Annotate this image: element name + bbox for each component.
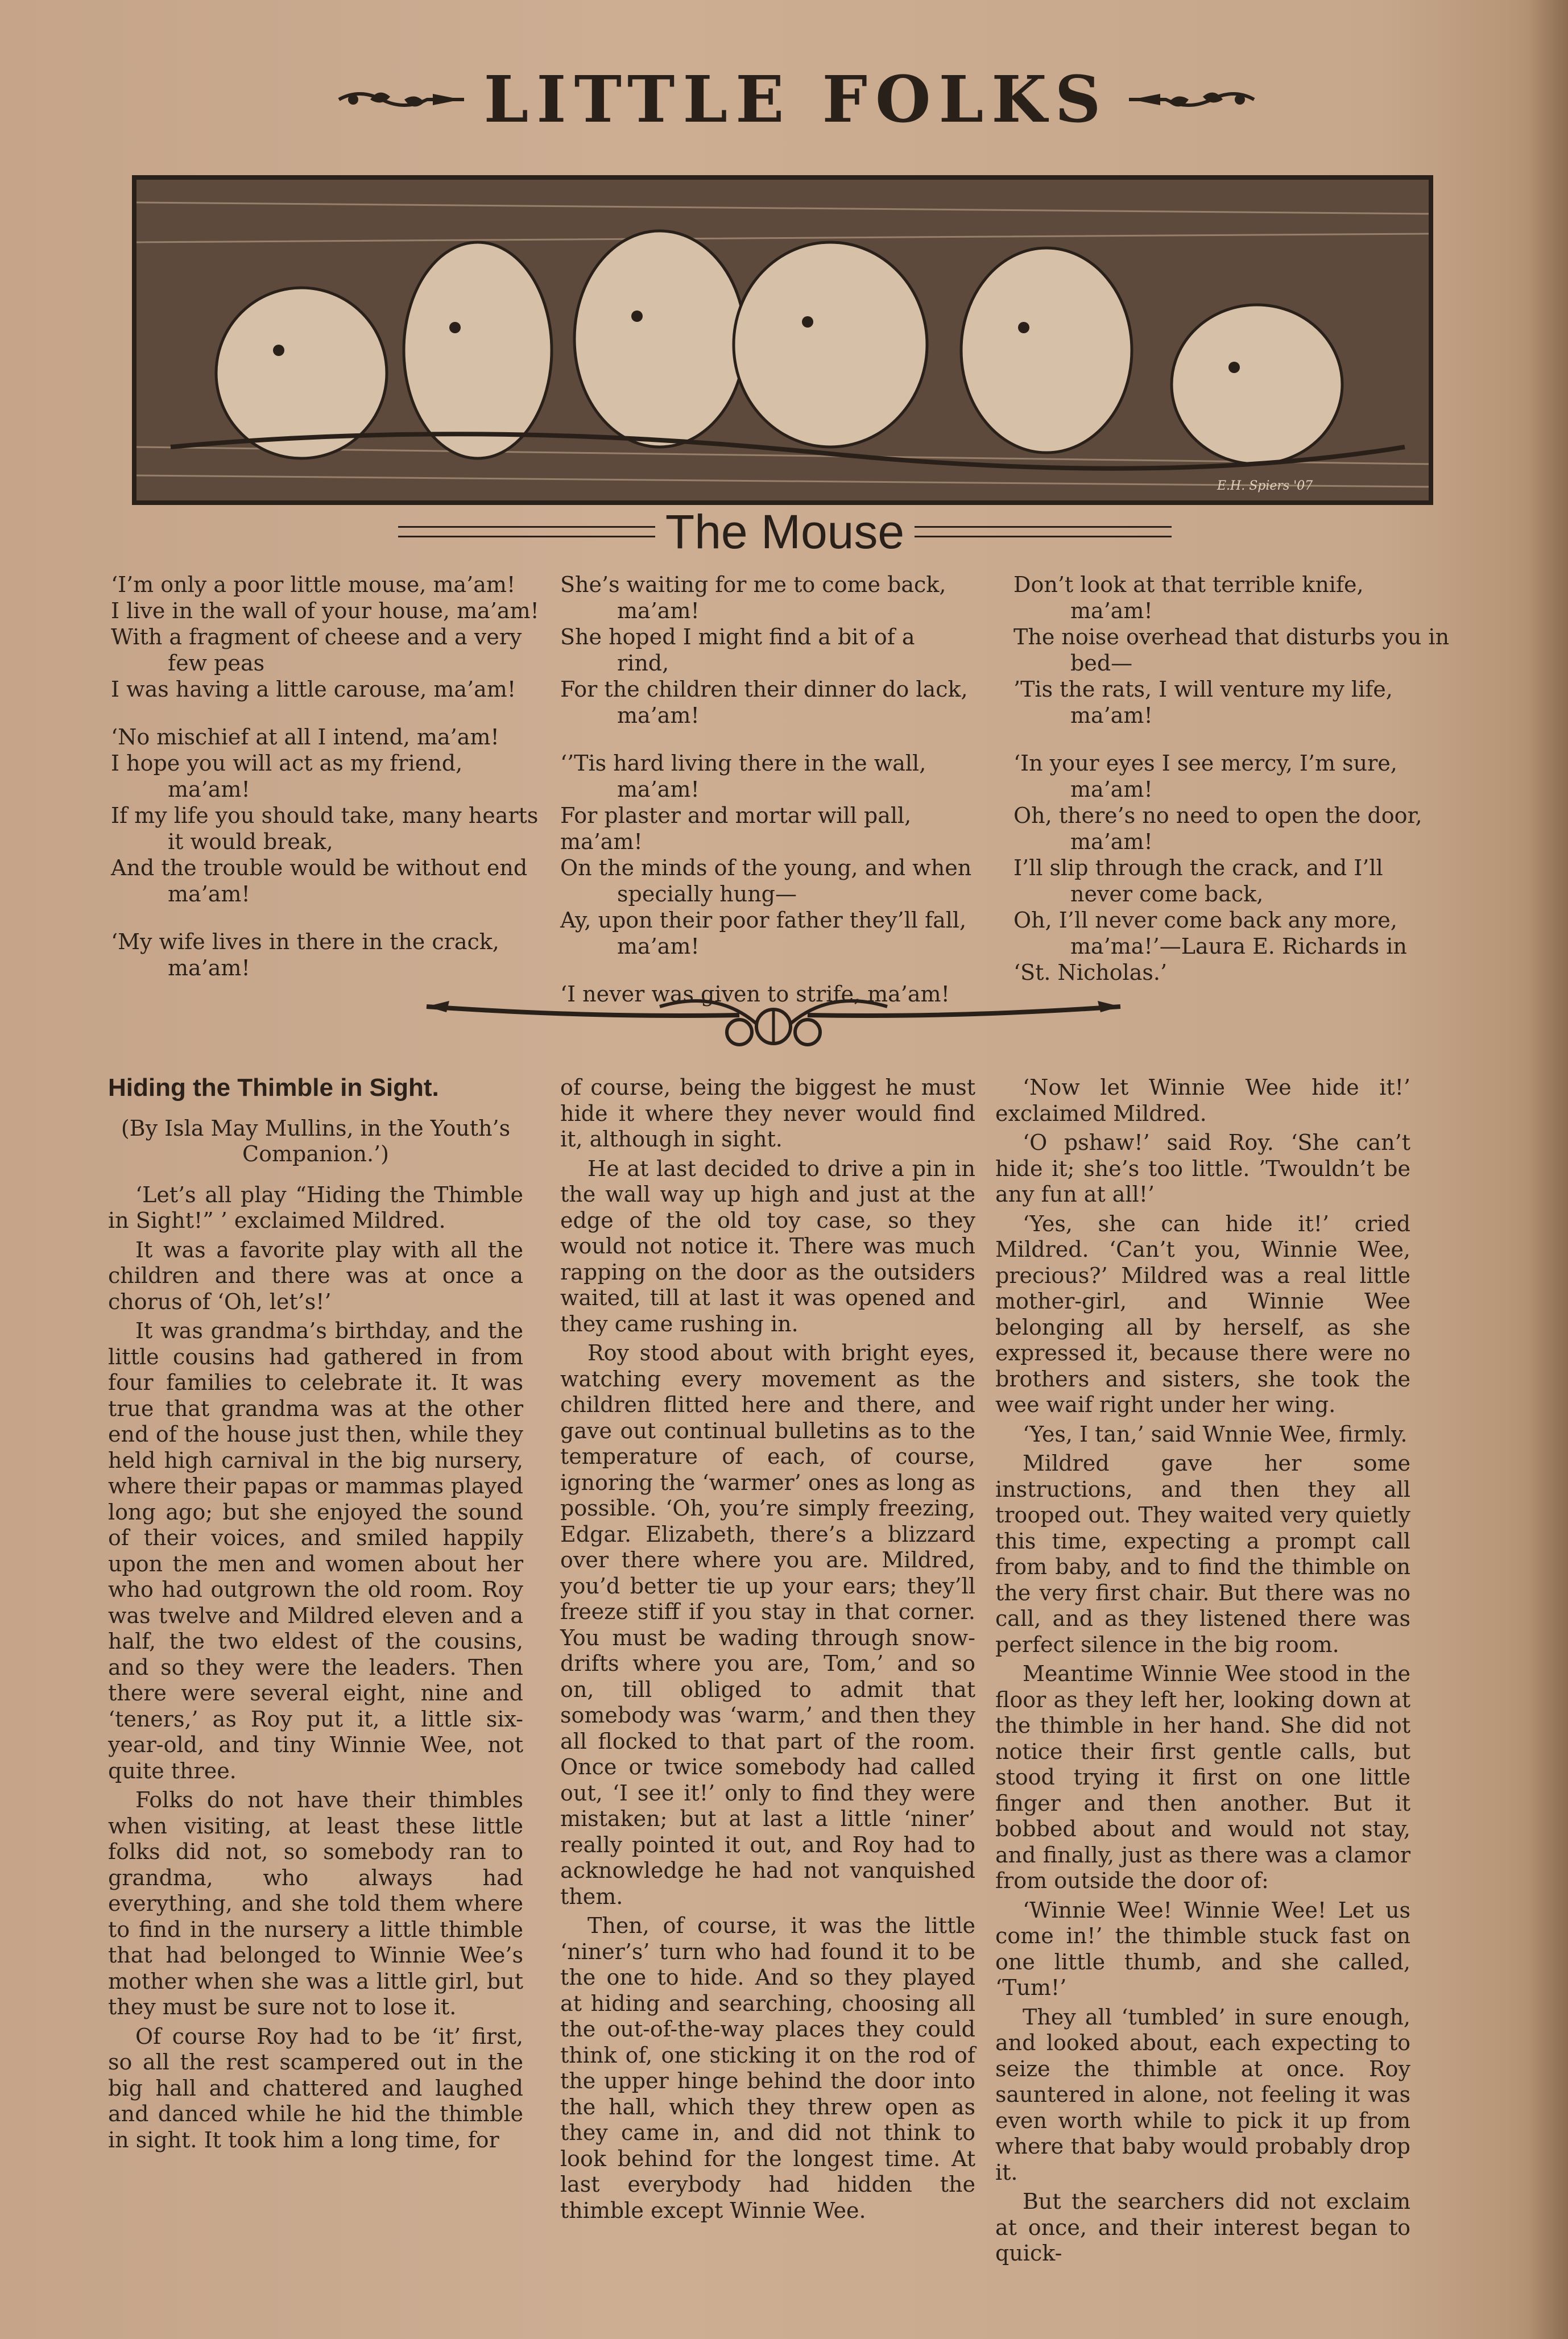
- poem-line: ‘’Tis hard living there in the wall,: [560, 751, 926, 776]
- poem-line: [111, 702, 549, 724]
- masthead: [307, 57, 1285, 142]
- poem-line: ma’ma!’—Laura E. Richards in: [1070, 934, 1407, 959]
- poem-line: ma’am!: [168, 881, 250, 906]
- poem-line: ‘In your eyes I see mercy, I’m sure,: [1013, 751, 1397, 776]
- story-byline: (By Isla May Mullins, in the Youth’s Companion.’): [121, 1115, 511, 1166]
- story-paragraph: ‘Yes, she can hide it!’ cried Mildred. ‘Can’t you, Winnie Wee, precious?’ Mildred was a real little mother-girl, and Winnie Wee belonging all by herself, as she expressed it, because there were no brothers and sisters, she took the wee waif right under her wing.: [995, 1211, 1410, 1417]
- poem-line: I live in the wall of your house, ma’am!: [111, 598, 539, 623]
- illustrator-signature: E.H. Spiers '07: [1217, 479, 1313, 493]
- poem-line: never come back,: [1070, 881, 1264, 906]
- poem-line: [1013, 728, 1451, 750]
- poem-line: I hope you will act as my friend,: [111, 751, 463, 776]
- story-title: Hiding the Thimble in Sight.: [108, 1074, 439, 1102]
- poem-line: bed—: [1070, 651, 1133, 676]
- title-rule-left: [398, 526, 655, 537]
- poem-line: few peas: [168, 651, 265, 676]
- poem-line: ‘No mischief at all I intend, ma’am!: [111, 725, 499, 750]
- section-title: LITTLE FOLKS: [483, 62, 1109, 137]
- poem-line: [111, 907, 549, 929]
- poem-line: With a fragment of cheese and a very: [111, 624, 522, 649]
- poem-line: [560, 959, 998, 981]
- poem-line: specially hung—: [617, 881, 797, 906]
- poem-line: ma’am!: [617, 598, 700, 623]
- poem-title: The Mouse: [665, 504, 905, 558]
- poem-line: ma’am!: [617, 934, 700, 959]
- poem-line: I was having a little carouse, ma’am!: [111, 677, 516, 702]
- poem-line: ma’am!: [617, 777, 700, 802]
- poem-line: ma’am!: [1070, 598, 1153, 623]
- story-paragraph: But the searchers did not exclaim at once, and their interest began to quick-: [995, 2189, 1410, 2266]
- story-paragraph: ‘Let’s all play “Hiding the Thimble in Sight!” ’ exclaimed Mildred.: [108, 1182, 523, 1233]
- poem-line: ma’am!: [1070, 829, 1153, 854]
- poem-line: [560, 728, 998, 750]
- story-paragraph: ‘Winnie Wee! Winnie Wee! Let us come in!’ the thimble stuck fast on one little thumb, and she called, ‘Tum!’: [995, 1897, 1410, 2000]
- poem-column-3: [1013, 572, 1451, 986]
- story-paragraph: They all ‘tumbled’ in sure enough, and looked about, each expecting to seize the thimble at once. Roy sauntered in alone, not feeling it was even worth while to pick it up from where that baby would probably drop it.: [995, 2004, 1410, 2185]
- poem-line: And the trouble would be without end: [111, 855, 528, 880]
- poem-line: I’ll slip through the crack, and I’ll: [1013, 855, 1383, 880]
- story-paragraph: Folks do not have their thimbles when visiting, at least these little folks did not, so somebody ran to grandma, who always had everything, and she told them where to find in the nursery a little thimble that had belonged to Winnie Wee’s mother when she was a little girl, but they must be sure not to lose it.: [108, 1787, 523, 2019]
- poem-line: ma’am!: [168, 777, 250, 802]
- poem-line: For plaster and mortar will pall, ma’am!: [560, 803, 912, 854]
- story-paragraph: It was a favorite play with all the children and there was at once a chorus of ‘Oh, let’s!’: [108, 1237, 523, 1314]
- story-paragraph: Of course Roy had to be ‘it’ first, so all the rest scampered out in the big hall and chattered and laughed and danced while he hid the thimble in sight. It took him a long time, for: [108, 2023, 523, 2152]
- poem-line: On the minds of the young, and when: [560, 855, 972, 880]
- ornamental-divider-icon: [421, 984, 1126, 1052]
- right-flourish-icon: [1126, 82, 1257, 117]
- story-paragraph: He at last decided to drive a pin in the wall way up high and just at the edge of the old toy case, so they would not notice it. There was much rapping on the door as the outsiders waited, till at last it was opened and they came rushing in.: [560, 1156, 975, 1336]
- mouse-1: [216, 288, 387, 458]
- story-paragraph: Mildred gave her some instructions, and then they all trooped out. They waited very quietly this time, expecting a prompt call from baby, and to find the thimble on the very first chair. But there was no call, and as they listened there was perfect silence in the big room.: [995, 1451, 1410, 1657]
- story-paragraph: ‘Now let Winnie Wee hide it!’ exclaimed Mildred.: [995, 1075, 1410, 1126]
- poem-line: ’Tis the rats, I will venture my life,: [1013, 677, 1393, 702]
- story-paragraph: ‘Yes, I tan,’ said Wnnie Wee, firmly.: [1023, 1421, 1408, 1447]
- poem-line: The noise overhead that disturbs you in: [1013, 624, 1450, 649]
- poem-line: Ay, upon their poor father they’ll fall,: [560, 908, 967, 933]
- story-paragraph: Meantime Winnie Wee stood in the floor as they left her, looking down at the thimble in her hand. She did not notice their first gentle calls, but stood trying it first on one little finger and then another. But it bobbed about and would not stay, and finally, just as there was a clamor from outside the door of:: [995, 1661, 1410, 1893]
- poem-line: She hoped I might find a bit of a: [560, 624, 915, 649]
- poem-line: rind,: [617, 651, 669, 676]
- poem-line: ‘My wife lives in there in the crack,: [111, 929, 499, 954]
- title-rule-right: [915, 526, 1172, 537]
- poem-line: it would break,: [168, 829, 333, 854]
- poem-heading: [398, 504, 1172, 558]
- poem-line: ma’am!: [617, 703, 700, 728]
- poem-column-1: [111, 572, 549, 981]
- poem-line: Oh, I’ll never come back any more,: [1013, 908, 1397, 933]
- story-paragraph: ‘O pshaw!’ said Roy. ‘She can’t hide it; she’s too little. ’Twouldn’t be any fun at all!’: [995, 1130, 1410, 1207]
- poem-line: ma’am!: [1070, 777, 1153, 802]
- poem-line: ma’am!: [1070, 703, 1153, 728]
- left-flourish-icon: [336, 82, 467, 117]
- story-paragraph: of course, being the biggest he must hide it where they never would find it, although in sight.: [560, 1075, 975, 1152]
- story-paragraph: Then, of course, it was the little ‘niner’s’ turn who had found it to be the one to hide. And so they played at hiding and searching, choosing all the out-of-the-way places they could think of, one sticking it on the rod of the upper hinge behind the door into the hall, which they threw open as they came in, and did not think to look behind for the longest time. At last everybody had hidden the thimble except Winnie Wee.: [560, 1913, 975, 2223]
- poem-line: ma’am!: [168, 955, 250, 980]
- poem-line: If my life you should take, many hearts: [111, 803, 539, 828]
- poem-line: She’s waiting for me to come back,: [560, 572, 946, 597]
- story-column-3: [995, 1075, 1410, 2270]
- story-column-1: [108, 1075, 523, 2156]
- poem-line: ‘I never was given to strife, ma’am!: [560, 982, 950, 1007]
- poem-column-2: [560, 572, 998, 1007]
- story-paragraph: It was grandma’s birthday, and the little cousins had gathered in from four families to celebrate it. It was true that grandma was at the other end of the house just then, while they held high carnival in the big nursery, where their papas or mammas played long ago; but she enjoyed the sound of their voices, and smiled happily upon the men and women about her who had outgrown the old room. Roy was twelve and Mildred eleven and a half, the two eldest of the cousins, and so they were the leaders. Then there were several eight, nine and ‘teners,’ as Roy put it, a little six-year-old, and tiny Winnie Wee, not quite three.: [108, 1318, 523, 1783]
- mice-illustration: [132, 175, 1433, 505]
- page-gutter-shadow: [1528, 0, 1568, 2339]
- story-paragraph: Roy stood about with bright eyes, watching every movement as the children flitted here and there, and gave out continual bulletins as to the temperature of each, of course, ignoring the ‘warmer’ ones as long as possible. ‘Oh, you’re simply freezing, Edgar. Elizabeth, there’s a blizzard over there where you are. Mildred, you’d better tie up your ears; they’ll freeze stiff if you stay in that corner. You must be wading through snow-drifts where you are, Tom,’ and so on, till obliged to admit that somebody was ‘warm,’ and then they all flocked to that part of the room. Once or twice somebody had called out, ‘I see it!’ only to find they were mistaken; but at last a little ‘niner’ really pointed it out, and Roy had to acknowledge he had not vanquished them.: [560, 1340, 975, 1909]
- poem-line: For the children their dinner do lack,: [560, 677, 968, 702]
- poem-line: ‘St. Nicholas.’: [1013, 960, 1168, 985]
- poem-line: ‘I’m only a poor little mouse, ma’am!: [111, 572, 516, 597]
- poem-line: Oh, there’s no need to open the door,: [1013, 803, 1422, 828]
- story-column-2: [560, 1075, 975, 2227]
- poem-line: Don’t look at that terrible knife,: [1013, 572, 1364, 597]
